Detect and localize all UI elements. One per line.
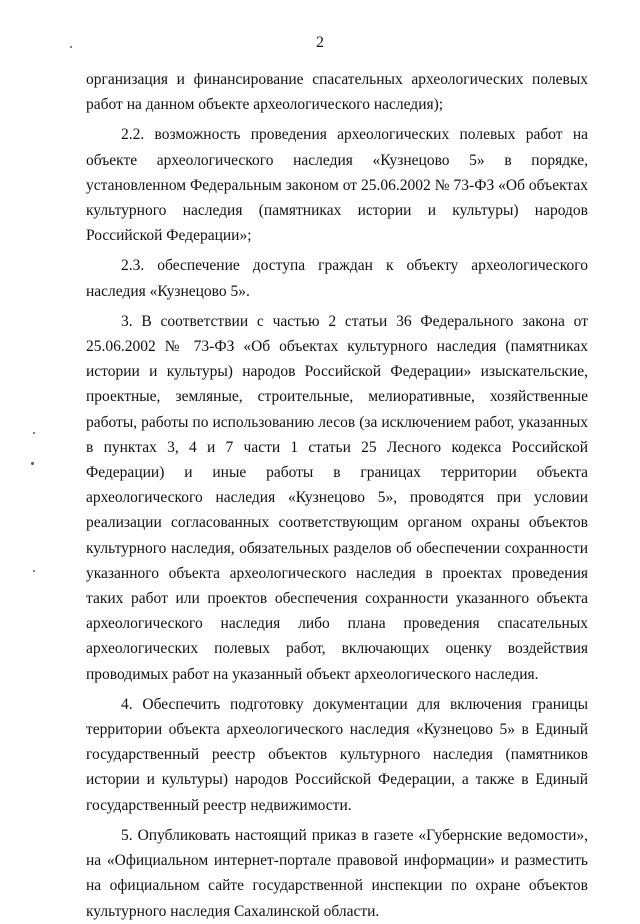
scan-speck	[33, 432, 35, 434]
scan-speck	[33, 570, 35, 572]
document-body	[86, 67, 588, 924]
paragraph-2-3: 2.3. обеспечение доступа граждан к объекту археологического наследия «Кузнецово 5».	[86, 257, 588, 300]
paragraph-3: 3. В соответствии с частью 2 статьи 36 Федерального закона от 25.06.2002 № 73-ФЗ «Об объектах культурного наследия (памятниках истории и культуры) народов Российской Федерации» изыскательские, проектные, земляные, строительные, мелиоративные, хозяйственные работы, работы по использованию лесов (за исключением работ, указанных в пунктах 3, 4 и 7 части 1 статьи 25 Лесного кодекса Российской Федерации) и иные работы в границах территории объекта археологического наследия «Кузнецово 5», проводятся при условии реализации согласованных соответствующим органом охраны объектов культурного наследия, обязательных разделов об обеспечении сохранности указанного объекта археологического наследия в проектах проведения таких работ или проектов обеспечения сохранности указанного объекта археологического наследия либо плана проведения спасательных археологических полевых работ, включающих оценку воздействия проводимых работ на указанный объект археологического наследия.	[86, 312, 588, 683]
paragraph-4: 4. Обеспечить подготовку документации для включения границы территории объекта археологического наследия «Кузнецово 5» в Единый государственный реестр объектов культурного наследия (памятников истории и культуры) народов Российской Федерации, а также в Единый государственный реестр недвижимости.	[86, 695, 588, 814]
page-number: 2	[316, 34, 324, 51]
paragraph-5: 5. Опубликовать настоящий приказ в газете «Губернские ведомости», на «Официальном интернет-портале правовой информации» и разместить на официальном сайте государственной инспекции по охране объектов культурного наследия Сахалинской области.	[86, 826, 588, 920]
paragraph-continuation: организация и финансирование спасательных археологических полевых работ на данном объекте археологического наследия);	[86, 71, 588, 114]
scan-speck	[31, 462, 34, 465]
scan-speck	[70, 46, 72, 48]
paragraph-2-2: 2.2. возможность проведения археологических полевых работ на объекте археологического наследия «Кузнецово 5» в порядке, установленном Федеральным законом от 25.06.2002 № 73-ФЗ «Об объектах культурного наследия (памятниках истории и культуры) народов Российской Федерации»;	[86, 126, 588, 245]
